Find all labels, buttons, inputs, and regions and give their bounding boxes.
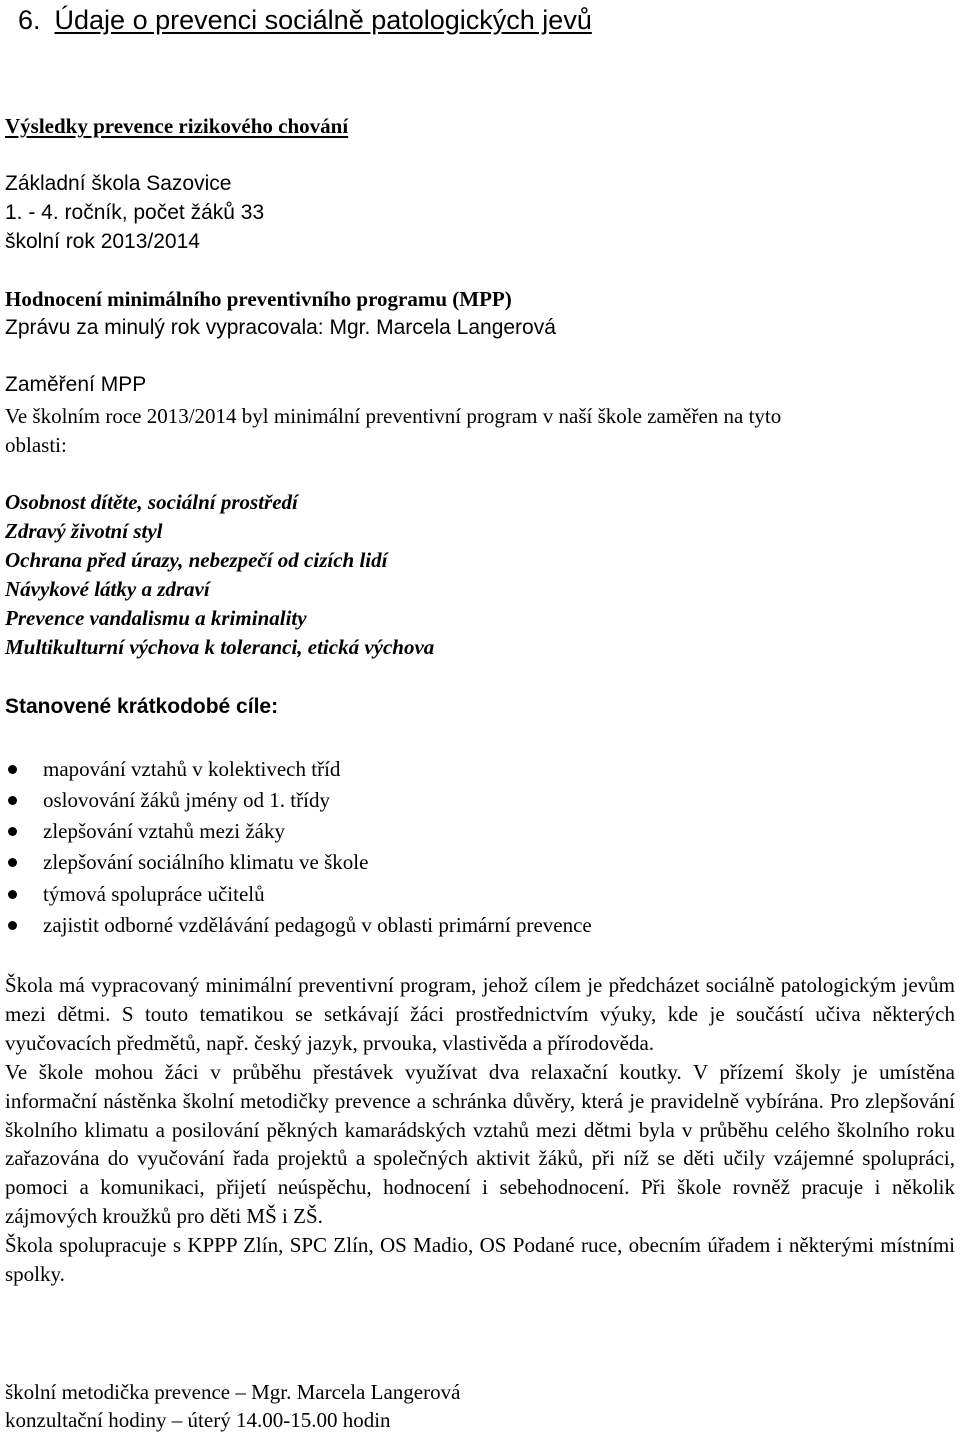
focus-area: Prevence vandalismu a kriminality xyxy=(5,606,307,630)
paragraph-school-activities: Ve škole mohou žáci v průběhu přestávek využívat dva relaxační koutky. V přízemí školy je umístěna informační nástěnka školní metodičky prevence a schránka důvěry, která je pravidelně vybírána. Pro zlepšování školního klimatu a posilování pěkných kamarádských vztahů mezi dětmi byla v průběhu celého školního roku zařazována do vyučování řada projektů a společných aktivit žáků, při níž se děti učily vzájemné spolupráci, pomoci a komunikaci, přijetí neúspěchu, hodnocení i sebehodnocení. Při škole rovněž pracuje i několik zájmových kroužků pro děti MŠ i ZŠ. xyxy=(5,1059,955,1229)
goal-text: týmová spolupráce učitelů xyxy=(43,882,265,906)
body-text xyxy=(5,971,955,1289)
focus-area: Návykové látky a zdraví xyxy=(5,577,210,601)
school-grades: 1. - 4. ročník, počet žáků 33 xyxy=(5,201,265,224)
goal-text: zajistit odborné vzdělávání pedagogů v oblasti primární prevence xyxy=(43,913,592,937)
goal-text: mapování vztahů v kolektivech tříd xyxy=(43,757,341,781)
school-name: Základní škola Sazovice xyxy=(5,172,232,195)
focus-intro-line2: oblasti: xyxy=(5,433,67,457)
bullet-icon xyxy=(8,827,17,836)
section-title: Údaje o prevenci sociálně patologických jevů xyxy=(54,5,592,35)
bullet-icon xyxy=(8,890,17,899)
focus-area: Osobnost dítěte, sociální prostředí xyxy=(5,490,298,514)
evaluation-title: Hodnocení minimálního preventivního programu (MPP) xyxy=(5,287,512,311)
paragraph-program: Škola má vypracovaný minimální preventivní program, jehož cílem je předcházet sociálně patologickým jevům mezi dětmi. S touto tematikou se setkávají žáci prostřednictvím výuky, kde je součástí učiva některých vyučovacích předmětů, např. český jazyk, prvouka, vlastivěda a přírodověda. xyxy=(5,973,955,1055)
goal-text: zlepšování vztahů mezi žáky xyxy=(43,819,285,843)
bullet-icon xyxy=(8,921,17,930)
school-year: školní rok 2013/2014 xyxy=(5,230,200,253)
consultation-hours: konzultační hodiny – úterý 14.00-15.00 hodin xyxy=(5,1408,391,1432)
goals-title: Stanovené krátkodobé cíle: xyxy=(5,695,279,718)
goal-text: zlepšování sociálního klimatu ve škole xyxy=(43,850,369,874)
focus-intro-line1: Ve školním roce 2013/2014 byl minimální preventivní program v naší škole zaměřen na tyto xyxy=(5,404,782,428)
focus-area: Zdravý životní styl xyxy=(5,519,163,543)
focus-area: Ochrana před úrazy, nebezpečí od cizích lidí xyxy=(5,548,388,572)
bullet-icon xyxy=(8,858,17,867)
bullet-icon xyxy=(8,765,17,774)
focus-title: Zaměření MPP xyxy=(5,373,147,396)
subheading: Výsledky prevence rizikového chování xyxy=(5,114,349,138)
evaluation-author: Zprávu za minulý rok vypracovala: Mgr. Marcela Langerová xyxy=(5,316,556,339)
paragraph-cooperation: Škola spolupracuje s KPPP Zlín, SPC Zlín, OS Madio, OS Podané ruce, obecním úřadem i některými místními spolky. xyxy=(5,1233,955,1287)
goal-text: oslovování žáků jmény od 1. třídy xyxy=(43,788,330,812)
section-number: 6. xyxy=(18,5,41,35)
bullet-icon xyxy=(8,796,17,805)
focus-area: Multikulturní výchova k toleranci, etická výchova xyxy=(5,635,435,659)
coordinator: školní metodička prevence – Mgr. Marcela Langerová xyxy=(5,1380,461,1404)
page-title xyxy=(18,3,592,37)
